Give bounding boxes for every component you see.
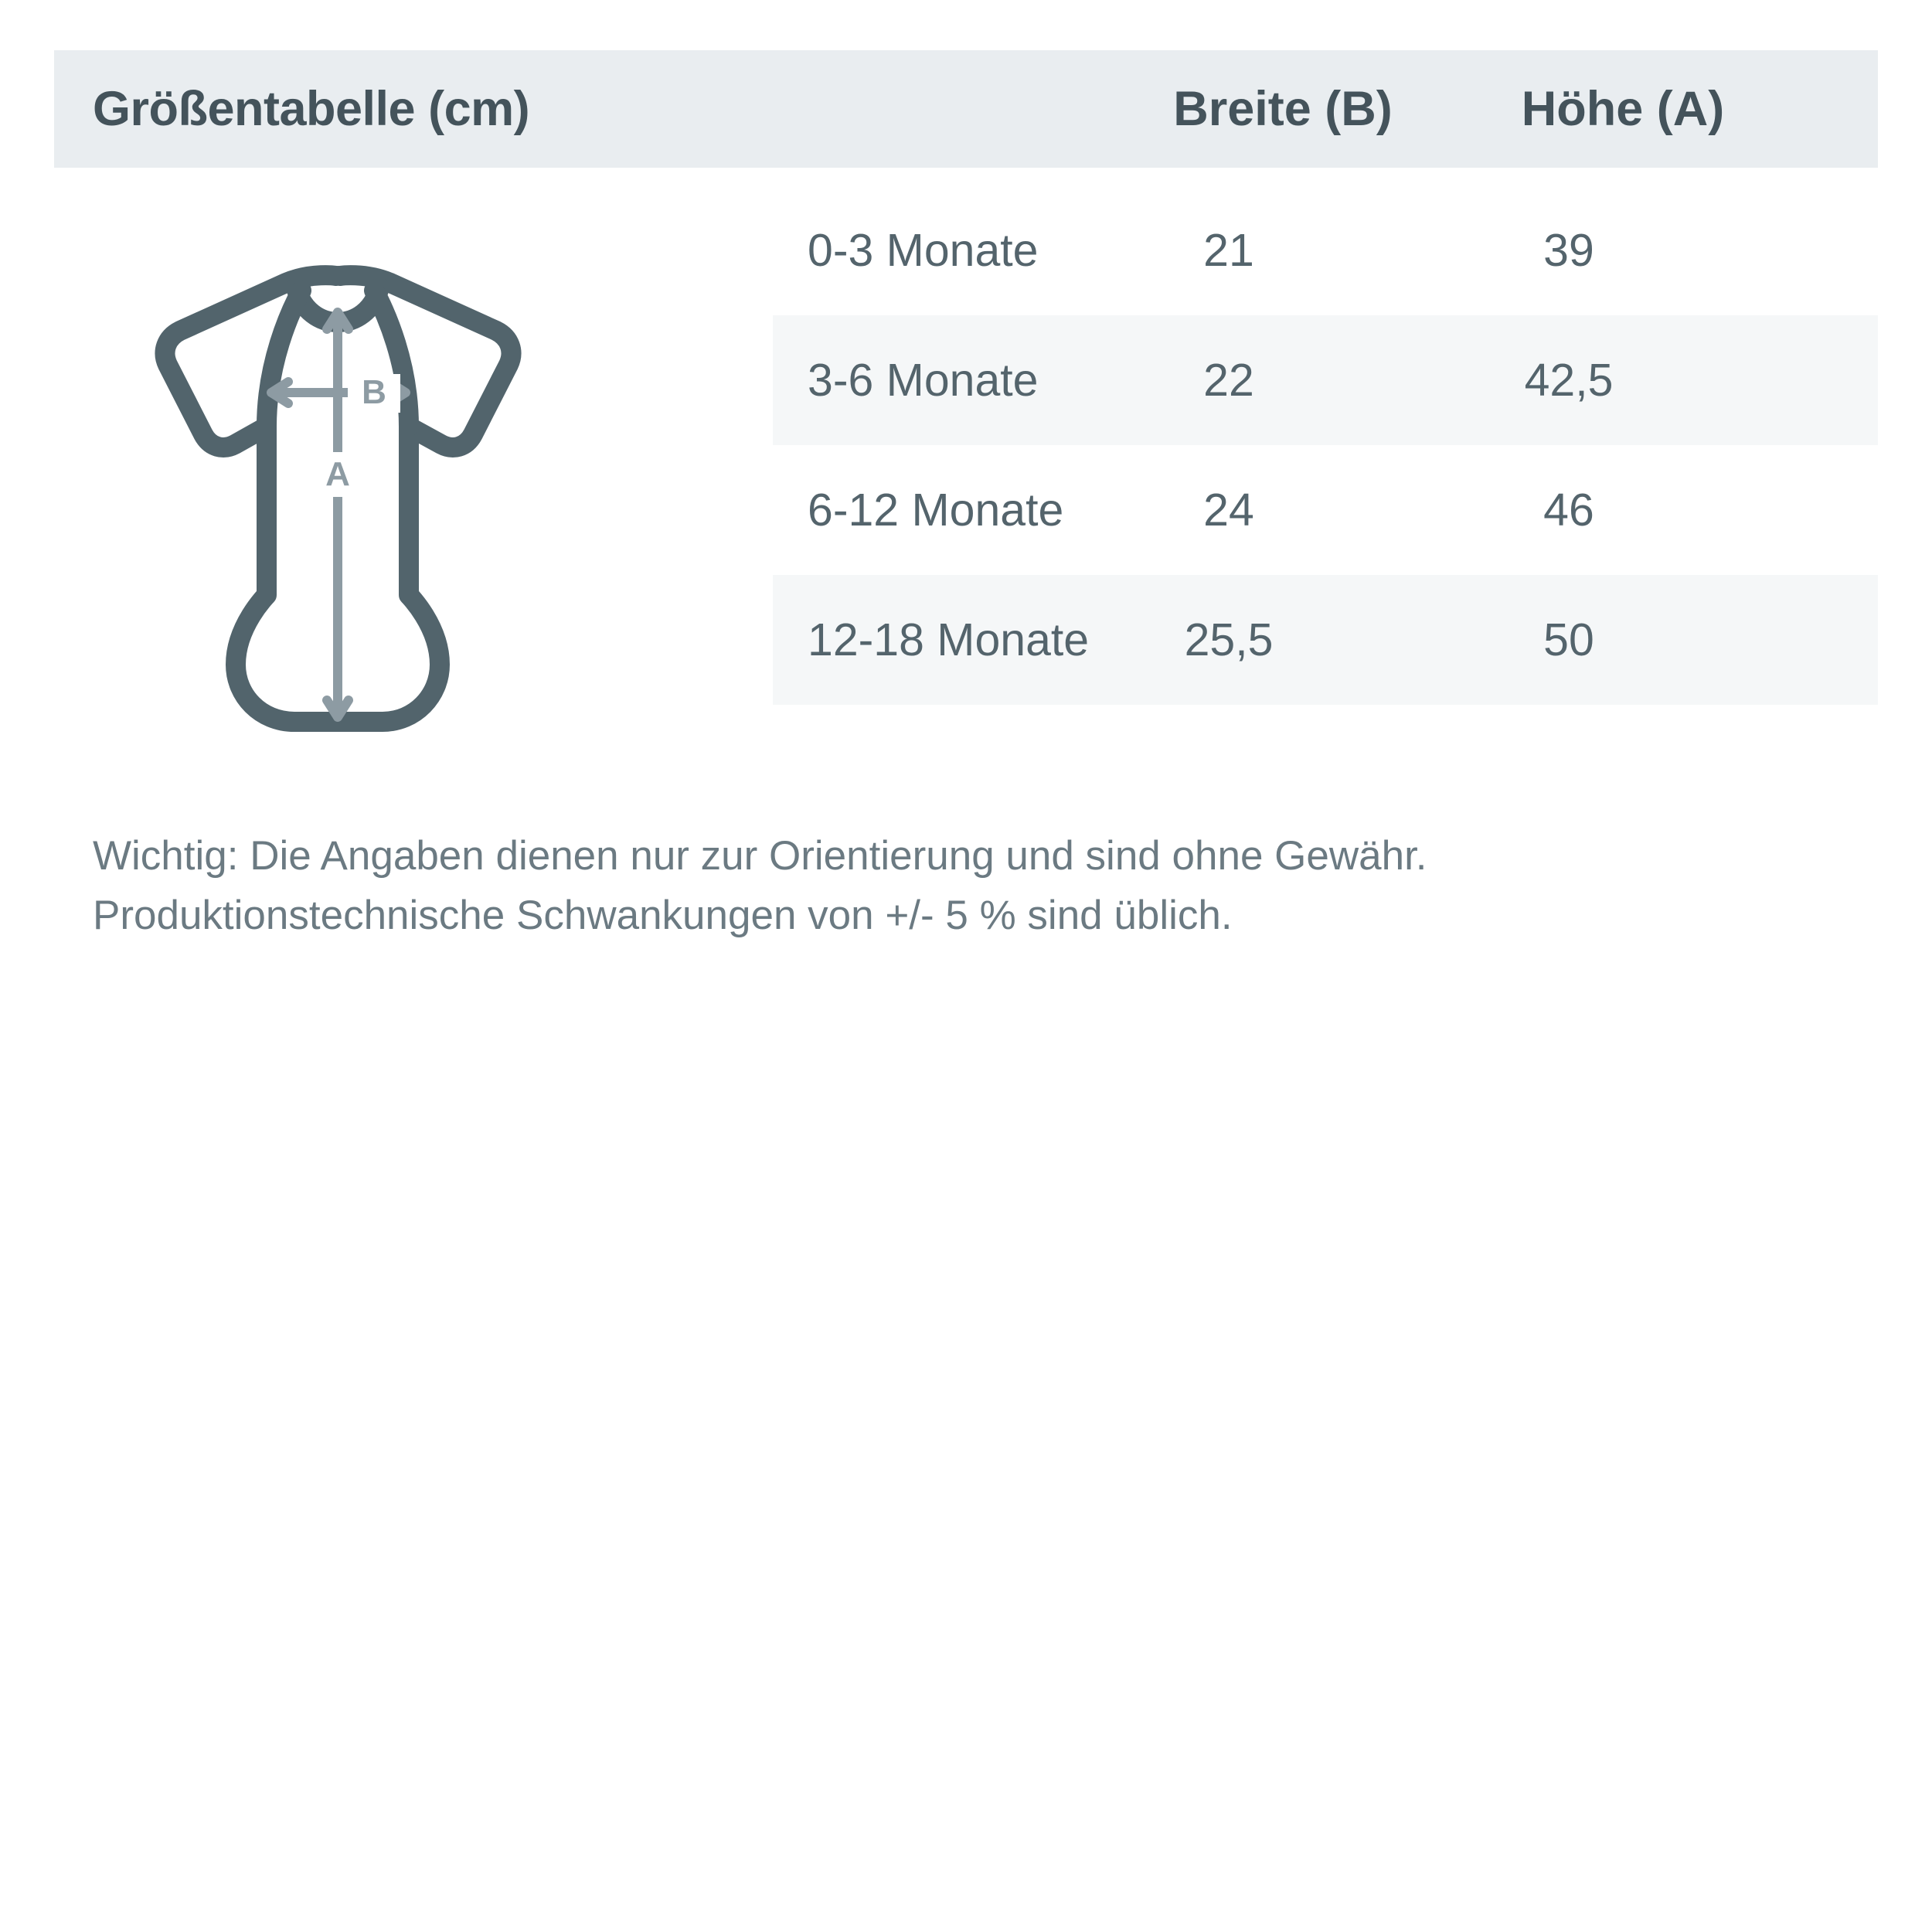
- cell-height: 39: [1543, 225, 1594, 276]
- cell-width: 22: [1203, 355, 1254, 406]
- page-title: Größentabelle (cm): [93, 82, 530, 136]
- cell-width: 24: [1203, 485, 1254, 536]
- column-header-height: Höhe (A): [1521, 82, 1725, 136]
- cell-size: 3-6 Monate: [808, 355, 1039, 406]
- size-table: [773, 185, 1878, 705]
- disclaimer-line-2: Produktionstechnische Schwankungen von +/- 5 % sind üblich.: [93, 892, 1233, 938]
- disclaimer-note: [93, 827, 1870, 946]
- cell-height: 46: [1543, 485, 1594, 536]
- cell-size: 0-3 Monate: [808, 225, 1039, 276]
- label-height-a: A: [325, 455, 350, 493]
- disclaimer-line-1: Die Angaben dienen nur zur Orientierung und sind ohne Gewähr.: [238, 833, 1427, 879]
- cell-size: 12-18 Monate: [808, 614, 1090, 665]
- table-row: [773, 315, 1878, 445]
- table-header: [54, 50, 1878, 168]
- column-header-width: Breite (B): [1173, 82, 1393, 136]
- cell-width: 25,5: [1184, 614, 1274, 665]
- cell-height: 42,5: [1524, 355, 1614, 406]
- bodysuit-illustration: [143, 232, 684, 773]
- cell-height: 50: [1543, 614, 1594, 665]
- table-row: [773, 445, 1878, 575]
- cell-size: 6-12 Monate: [808, 485, 1064, 536]
- label-width-b: B: [362, 373, 386, 411]
- table-row: [773, 575, 1878, 705]
- cell-width: 21: [1203, 225, 1254, 276]
- table-row: [773, 185, 1878, 315]
- disclaimer-strong: Wichtig:: [93, 833, 239, 879]
